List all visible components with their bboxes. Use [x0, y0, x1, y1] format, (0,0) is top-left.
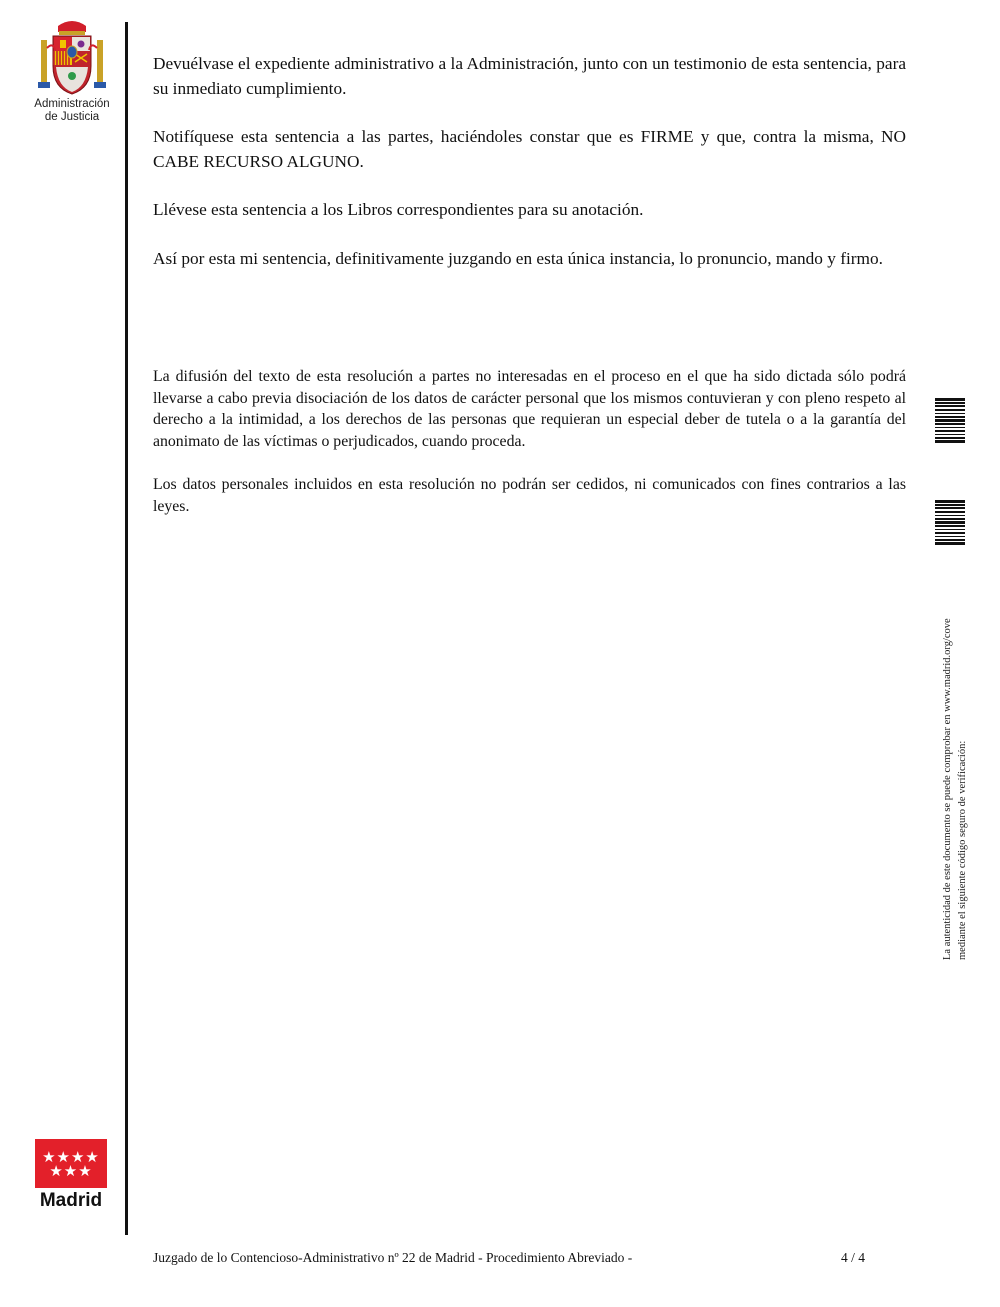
barcode-bar	[935, 521, 965, 524]
barcode-bar	[935, 413, 965, 415]
barcode-bar	[935, 402, 965, 404]
barcode-bar	[935, 500, 965, 503]
barcode-bar	[935, 434, 965, 436]
madrid-flag-icon	[35, 1139, 107, 1188]
document-body	[153, 52, 906, 271]
comunidad-madrid-logo	[35, 1139, 107, 1212]
barcode-bar	[935, 507, 965, 509]
paragraph-devuelvase: Devuélvase el expediente administrativo a la Administración, junto con un testimonio de esta sentencia, para su inmediato cumplimiento.	[153, 54, 906, 98]
barcode-bar	[935, 529, 965, 531]
barcode-bar	[935, 430, 965, 433]
barcode-bar	[935, 405, 965, 407]
barcode-bar	[935, 539, 965, 541]
barcode-bar	[935, 416, 965, 418]
side-note-line1: La autenticidad de este documento se puede comprobar en www.madrid.org/cove	[942, 618, 953, 960]
note-datos-personales: Los datos personales incluidos en esta resolución no podrán ser cedidos, ni comunicados con fines contrarios a las leyes.	[153, 475, 906, 515]
paragraph-llevese: Llévese esta sentencia a los Libros correspondientes para su anotación.	[153, 200, 644, 219]
paragraph-notifiquese: Notifíquese esta sentencia a las partes, haciéndoles constar que es FIRME y que, contra la misma, NO CABE RECURSO ALGUNO.	[153, 127, 906, 171]
verification-side-note	[940, 570, 972, 960]
paragraph-asi: Así por esta mi sentencia, definitivamente juzgando en esta única instancia, lo pronuncio, mando y firmo.	[153, 248, 883, 268]
barcode-bar	[935, 419, 965, 422]
madrid-stars-bottom: ★★★	[49, 1161, 93, 1180]
logo-text-line2: de Justicia	[44, 111, 100, 123]
logo-text-line1: Administración	[34, 98, 110, 110]
barcode-bar	[935, 504, 965, 506]
barcode-bar	[935, 398, 965, 401]
barcode-bar	[935, 536, 965, 538]
side-note-line2: mediante el siguiente código seguro de verificación:	[957, 740, 968, 960]
barcode-bar	[935, 437, 965, 439]
note-difusion: La difusión del texto de esta resolución a partes no interesadas en el proceso en el que ha sido dictada sólo podrá llevarse a cabo previa disociación de los datos de carácter personal que los mismos contuvieran y con pleno respeto al derecho a la intimidad, a los derechos de las personas que requieran un especial deber de tutela o a la garantía del anonimato de las víctimas o perjudicados, cuando proceda.	[153, 368, 906, 451]
madrid-stars-top: ★★★★	[42, 1147, 100, 1166]
barcode-bar	[935, 532, 965, 535]
page-number: 4 / 4	[841, 1250, 866, 1265]
barcode-lower	[935, 500, 965, 546]
barcode-bar	[935, 409, 965, 412]
privacy-notes	[153, 366, 906, 517]
barcode-bar	[935, 440, 965, 443]
barcode-bar	[935, 423, 965, 425]
barcode-upper	[935, 398, 965, 444]
barcode-bar	[935, 518, 965, 520]
footer-court: Juzgado de lo Contencioso-Administrativo nº 22 de Madrid - Procedimiento Abreviado -	[153, 1250, 633, 1265]
administracion-justicia-logo	[28, 20, 116, 124]
madrid-logo-name: Madrid	[39, 1190, 103, 1211]
barcode-bar	[935, 515, 965, 517]
barcode-bar	[935, 511, 965, 514]
barcode-bar	[935, 542, 965, 545]
barcode-bar	[935, 525, 965, 527]
margin-rule	[125, 22, 128, 1235]
barcode-bar	[935, 427, 965, 429]
coat-of-arms-icon	[35, 20, 109, 98]
